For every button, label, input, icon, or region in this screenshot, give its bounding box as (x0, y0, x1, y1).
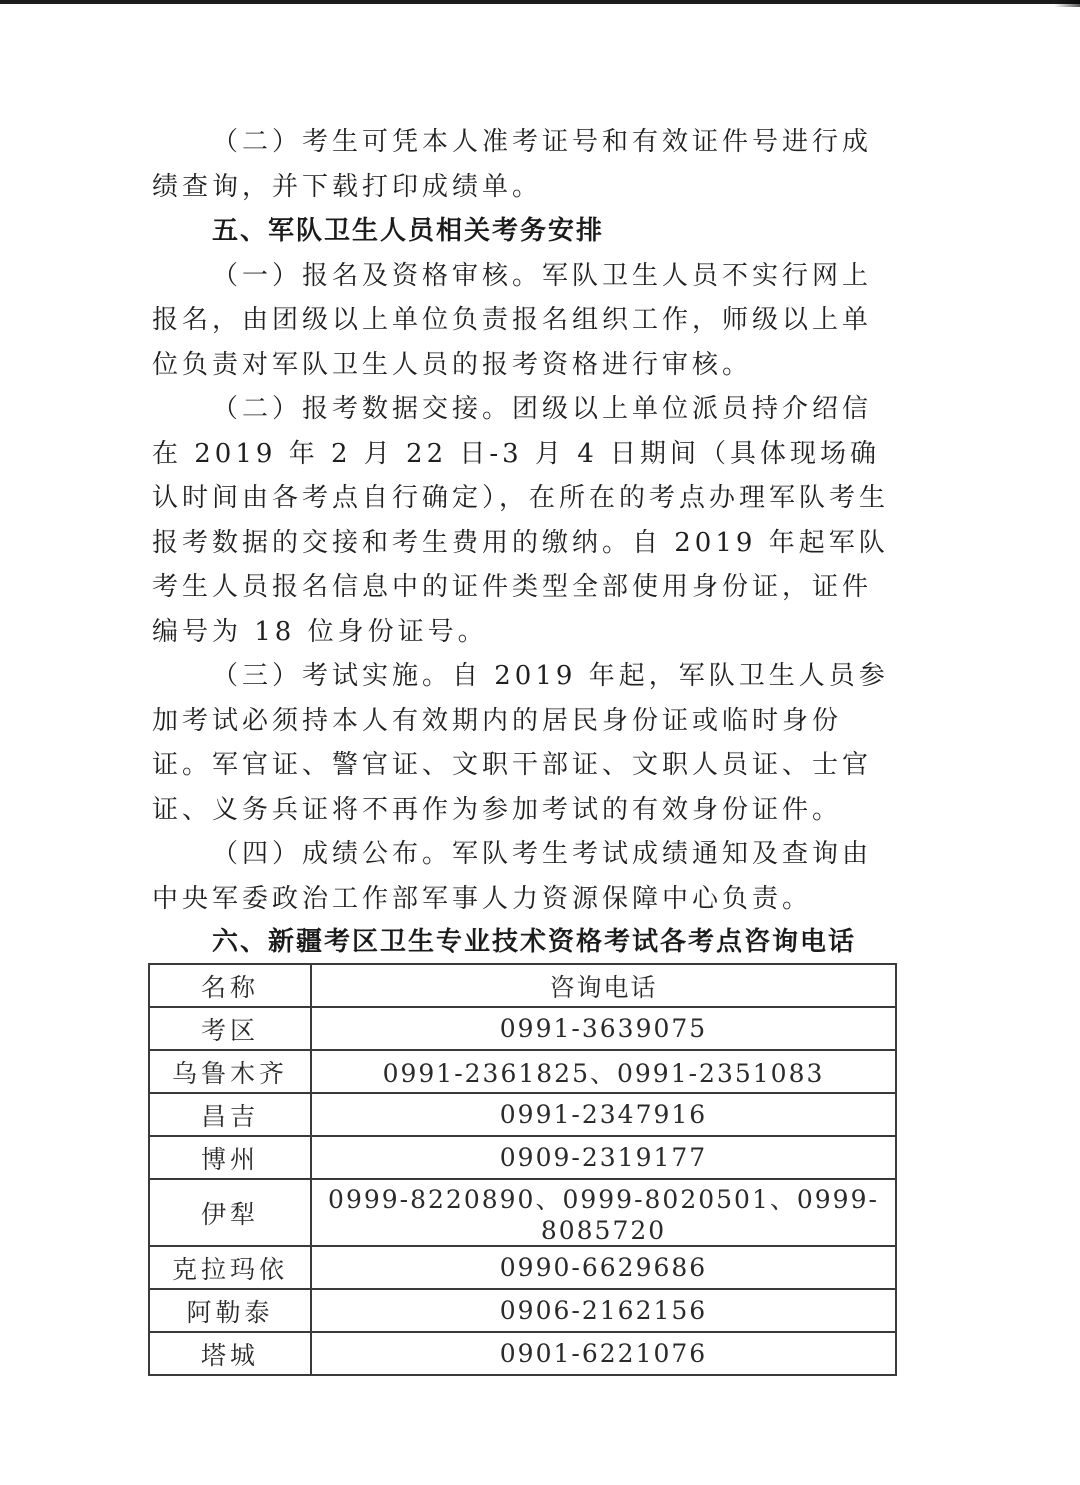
table-row (149, 1050, 896, 1093)
section-heading-military: 五、军队卫生人员相关考务安排 (212, 216, 605, 246)
document-page (152, 120, 897, 1376)
row-name: 昌吉 (149, 1093, 311, 1136)
paragraph-score-publication: （四）成绩公布。军队考生考试成绩通知及查询由中央军委政治工作部军事人力资源保障中心负责。 (152, 839, 873, 914)
section-heading-contacts: 六、新疆考区卫生专业技术资格考试各考点咨询电话 (212, 927, 857, 957)
table-row (149, 1289, 896, 1332)
row-phone: 0990-6629686 (311, 1246, 896, 1289)
row-name: 博州 (149, 1136, 311, 1179)
row-name: 阿勒泰 (149, 1289, 311, 1332)
row-name: 伊犁 (149, 1179, 311, 1246)
row-phone: 0906-2162156 (311, 1289, 896, 1332)
paragraph-data-handover: （二）报考数据交接。团级以上单位派员持介绍信在 2019 年 2 月 22 日-3 月 4 日期间（具体现场确认时间由各考点自行确定），在所在的考点办理军队考生报考数据的交接和考生费用的缴纳。自 2019 年起军队考生人员报名信息中的证件类型全部使用身份证，证件编号为 18 位身份证号。 (152, 394, 890, 647)
contact-phone-table (148, 963, 897, 1376)
paragraph-exam-implementation: （三）考试实施。自 2019 年起，军队卫生人员参加考试必须持本人有效期内的居民身份证或临时身份证。军官证、警官证、文职干部证、文职人员证、士官证、义务兵证将不再作为参加考试的有效身份证件。 (152, 661, 889, 825)
header-name: 名称 (149, 964, 311, 1007)
table-row (149, 1136, 896, 1179)
table-header-row (149, 964, 896, 1007)
row-phone: 0991-3639075 (311, 1007, 896, 1050)
table-row (149, 1246, 896, 1289)
paragraph-registration: （一）报名及资格审核。军队卫生人员不实行网上报名，由团级以上单位负责报名组织工作，师级以上单位负责对军队卫生人员的报考资格进行审核。 (152, 260, 873, 380)
scan-top-edge (0, 0, 1080, 4)
row-name: 塔城 (149, 1332, 311, 1375)
row-phone: 0991-2347916 (311, 1093, 896, 1136)
table-row (149, 1093, 896, 1136)
paragraph-score-query: （二）考生可凭本人准考证号和有效证件号进行成绩查询，并下载打印成绩单。 (152, 127, 873, 202)
row-name: 考区 (149, 1007, 311, 1050)
scan-corner-shadow (1054, 0, 1080, 7)
row-name: 克拉玛依 (149, 1246, 311, 1289)
row-phone: 0901-6221076 (311, 1332, 896, 1375)
table-row (149, 1007, 896, 1050)
table-row (149, 1179, 896, 1246)
header-phone: 咨询电话 (311, 964, 896, 1007)
row-phone: 0991-2361825、0991-2351083 (311, 1050, 896, 1093)
row-phone: 0909-2319177 (311, 1136, 896, 1179)
table-row (149, 1332, 896, 1375)
row-name: 乌鲁木齐 (149, 1050, 311, 1093)
row-phone: 0999-8220890、0999-8020501、0999-8085720 (311, 1179, 896, 1246)
